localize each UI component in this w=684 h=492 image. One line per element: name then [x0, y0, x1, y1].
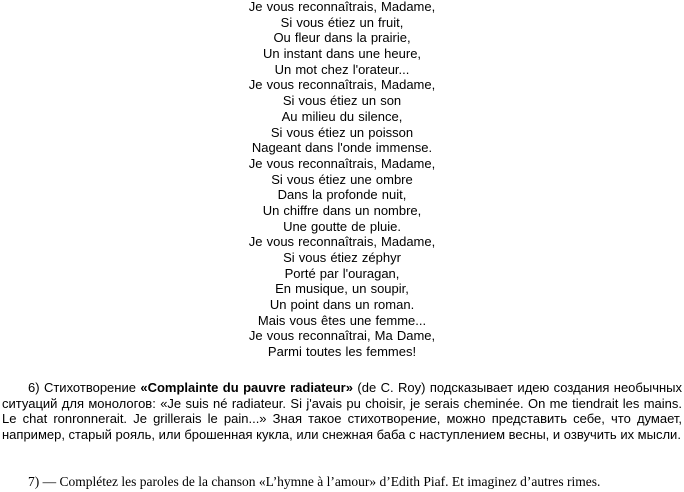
poem-line: Un chiffre dans un nombre,: [262, 202, 422, 218]
poem-line: Si vous étiez une ombre: [271, 171, 413, 187]
poem-line: Je vous reconnaîtrais, Madame,: [248, 234, 436, 250]
poem-line: En musique, un soupir,: [275, 281, 409, 297]
poem-line: Si vous étiez un fruit,: [280, 14, 404, 30]
poem-line: Je vous reconnaîtrais, Madame,: [248, 77, 436, 93]
poem-line: Si vous étiez un poisson: [270, 124, 414, 140]
exercise-6-close-quote: »: [345, 380, 353, 395]
exercise-7-paragraph: 7) — Complétez les paroles de la chanson «L’hymne à l’amour» d’Edith Piaf. Et imaginez d’autres rimes.: [28, 474, 601, 489]
poem-line: Un instant dans une heure,: [262, 46, 422, 62]
poem-line: Mais vous êtes une femme...: [257, 312, 427, 328]
poem-line: Nageant dans l'onde immense.: [251, 140, 433, 156]
exercise-6-poem-title: Complainte du pauvre radiateur: [147, 380, 346, 395]
poem-line: Porté par l'ouragan,: [284, 265, 400, 281]
exercise-6-body: (de C. Roy) подсказывает идею создания необычных ситуаций для монологов: «Je suis né radiateur. Si j'avais pu choisir, je serais cheminée. On me tiendrait les mains. Le chat ronronnerait. Je grillerais le pain...» Зная такое стихотворение, можно представить себе, что думает, например, старый рояль, или брошенная кукла, или снежная баба с наступлением весны, и озвучить их мысли.: [2, 380, 682, 443]
exercise-6-number: 6) Стихотворение: [28, 380, 141, 395]
poem-line: Dans la profonde nuit,: [277, 187, 407, 203]
poem-line: Si vous étiez zéphyr: [283, 250, 401, 265]
poem-line: Je vous reconnaîtrais, Madame,: [248, 155, 436, 171]
exercise-6-paragraph: [2, 380, 682, 443]
poem-line: Ou fleur dans la prairie,: [273, 30, 411, 46]
poem-line: Un point dans un roman.: [269, 297, 415, 313]
poem-line: Parmi toutes les femmes!: [267, 344, 417, 360]
poem-line: Au milieu du silence,: [281, 108, 403, 124]
poem-line: Une goutte de pluie.: [283, 218, 401, 234]
poem-line: Si vous étiez un son: [282, 93, 402, 109]
poem-line: Un mot chez l'orateur...: [274, 61, 410, 77]
poem-line: Je vous reconnaîtrai, Ma Dame,: [248, 328, 436, 344]
exercise-6-open-quote: «: [140, 380, 148, 395]
poem-line: Je vous reconnaîtrais, Madame,: [248, 0, 436, 14]
